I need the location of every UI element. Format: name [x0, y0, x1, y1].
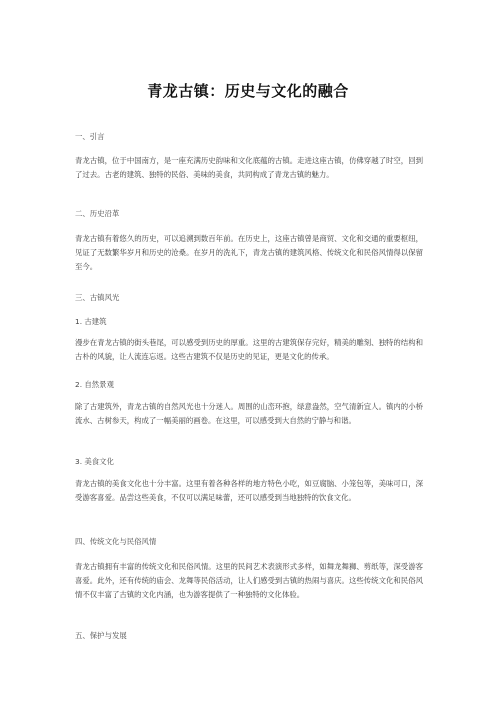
section-text-history: 青龙古镇有着悠久的历史，可以追溯到数百年前。在历史上，这座古镇曾是商贸、文化和交通的重要枢纽，见证了无数繁华岁月和历史的沧桑。在岁月的洗礼下，青龙古镇的建筑风格、传统文化和民俗风情得以保留至今。 — [75, 234, 423, 271]
section-heading-protection: 五、保护与发展 — [75, 631, 127, 640]
section-text-folk: 青龙古镇拥有丰富的传统文化和民俗风情。这里的民间艺术表演形式多样，如舞龙舞狮、剪纸等，深受游客喜爱。此外，还有传统的庙会、龙舞等民俗活动，让人们感受到古镇的热闹与喜庆。这些传统文化和民俗风情不仅丰富了古镇的文化内涵，也为游客提供了一种独特的文化体验。 — [75, 562, 423, 599]
section-heading-intro: 一、引言 — [75, 132, 105, 141]
subsection-heading-nature: 2. 自然景观 — [75, 380, 114, 389]
section-text-intro: 青龙古镇，位于中国南方，是一座充满历史韵味和文化底蕴的古镇。走进这座古镇，仿佛穿越了时空，回到了过去。古老的建筑、独特的民俗、美味的美食，共同构成了青龙古镇的魅力。 — [75, 156, 423, 179]
subsection-heading-architecture: 1. 古建筑 — [75, 317, 107, 326]
section-heading-scenery: 三、古镇风光 — [75, 293, 120, 302]
subsection-heading-food: 3. 美食文化 — [75, 457, 114, 466]
section-heading-history: 二、历史沿革 — [75, 209, 120, 218]
document-title: 青龙古镇：历史与文化的融合 — [147, 82, 349, 100]
subsection-text-architecture: 漫步在青龙古镇的街头巷尾，可以感受到历史的厚重。这里的古建筑保存完好，精美的雕刻、独特的结构和古朴的风貌，让人流连忘返。这些古建筑不仅是历史的见证，更是文化的传承。 — [75, 338, 423, 361]
subsection-text-food: 青龙古镇的美食文化也十分丰富。这里有着各种各样的地方特色小吃，如豆腐脑、小笼包等，美味可口，深受游客喜爱。品尝这些美食，不仅可以满足味蕾，还可以感受到当地独特的饮食文化。 — [75, 479, 423, 502]
subsection-text-nature: 除了古建筑外，青龙古镇的自然风光也十分迷人。周围的山峦环抱，绿意盎然，空气清新宜人。镇内的小桥流水、古树参天，构成了一幅美丽的画卷。在这里，可以感受到大自然的宁静与和谐。 — [75, 402, 423, 425]
section-heading-folk: 四、传统文化与民俗风情 — [75, 537, 157, 546]
